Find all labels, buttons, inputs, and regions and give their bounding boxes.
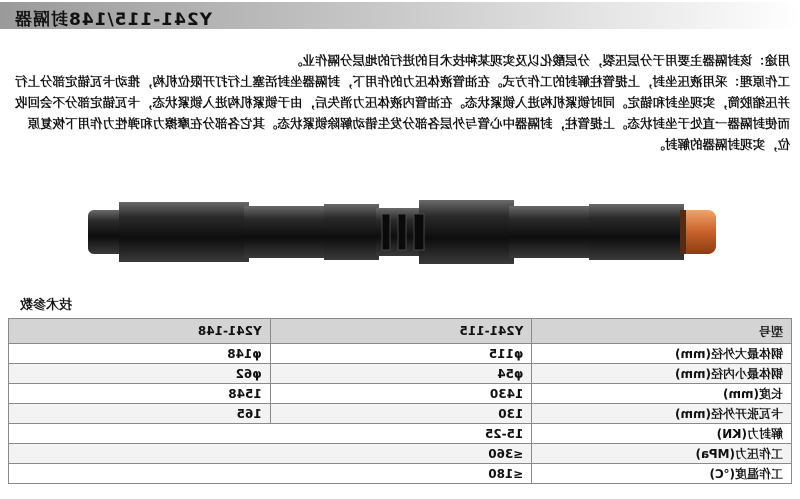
table-row xyxy=(9,424,792,444)
table-header-row xyxy=(9,319,792,344)
cell-value: φ148 xyxy=(9,344,271,364)
cell-value: φ115 xyxy=(270,344,532,364)
cell-value: ≤360 xyxy=(9,444,532,464)
row-label: 工作压力(MPa) xyxy=(532,444,792,464)
cell-value: 130 xyxy=(270,404,532,424)
table-header: 型号 xyxy=(532,319,792,344)
cell-value: ≤180 xyxy=(9,464,532,484)
row-label: 卡瓦张开外径(mm) xyxy=(532,404,792,424)
table-row xyxy=(9,444,792,464)
spec-table xyxy=(8,318,792,484)
intro-text xyxy=(10,50,790,155)
params-caption: 技术参数 xyxy=(20,298,73,313)
cell-value: φ54 xyxy=(270,364,532,384)
table-row xyxy=(9,384,792,404)
usage-label: 用途： xyxy=(752,53,790,68)
table-row xyxy=(9,464,792,484)
cell-value: 165 xyxy=(9,404,271,424)
usage-paragraph xyxy=(10,50,790,71)
title-bar xyxy=(0,2,800,29)
row-label: 钢体最大外径(mm) xyxy=(532,344,792,364)
row-label: 长度(mm) xyxy=(532,384,792,404)
packer-tool-icon xyxy=(74,192,724,272)
table-row xyxy=(9,364,792,384)
table-header: Y241-148 xyxy=(9,319,271,344)
cell-value: 1548 xyxy=(9,384,271,404)
principle-text: 采用液压坐封，上提管柱解封的工作方式。在油管液体压力的作用下，封隔器坐封活塞上行打开限位机构，推动卡瓦锚定部分上行并压缩胶筒，实现坐封和锚定。同时锁紧机构进入锁紧状态。在油管内液体压力消失后，由于锁紧机构进入锁紧状态，卡瓦锚定部分不会回收而使封隔器一直处于坐封状态。上提管柱，封隔器中心管与外层各部分发生错动解除锁紧状态。其它各部分在摩擦力和弹性力作用下恢复原位，实现封隔器的解封。 xyxy=(14,74,790,152)
table-header: Y241-115 xyxy=(270,319,532,344)
usage-text: 该封隔器主要用于分层压裂，分层酸化以及实现某种技术目的进行的地层分隔作业。 xyxy=(289,53,753,68)
principle-paragraph xyxy=(10,71,790,155)
cell-value: φ62 xyxy=(9,364,271,384)
row-label: 钢体最小内径(mm) xyxy=(532,364,792,384)
row-label: 解封力(KN) xyxy=(532,424,792,444)
product-image xyxy=(74,192,724,272)
cell-value: 1430 xyxy=(270,384,532,404)
cell-value: 15-25 xyxy=(9,424,532,444)
page-title: Y241-115/148封隔器 xyxy=(14,10,213,30)
principle-label: 工作原理： xyxy=(727,74,790,89)
row-label: 工作温度(℃) xyxy=(532,464,792,484)
table-row xyxy=(9,404,792,424)
table-row xyxy=(9,344,792,364)
